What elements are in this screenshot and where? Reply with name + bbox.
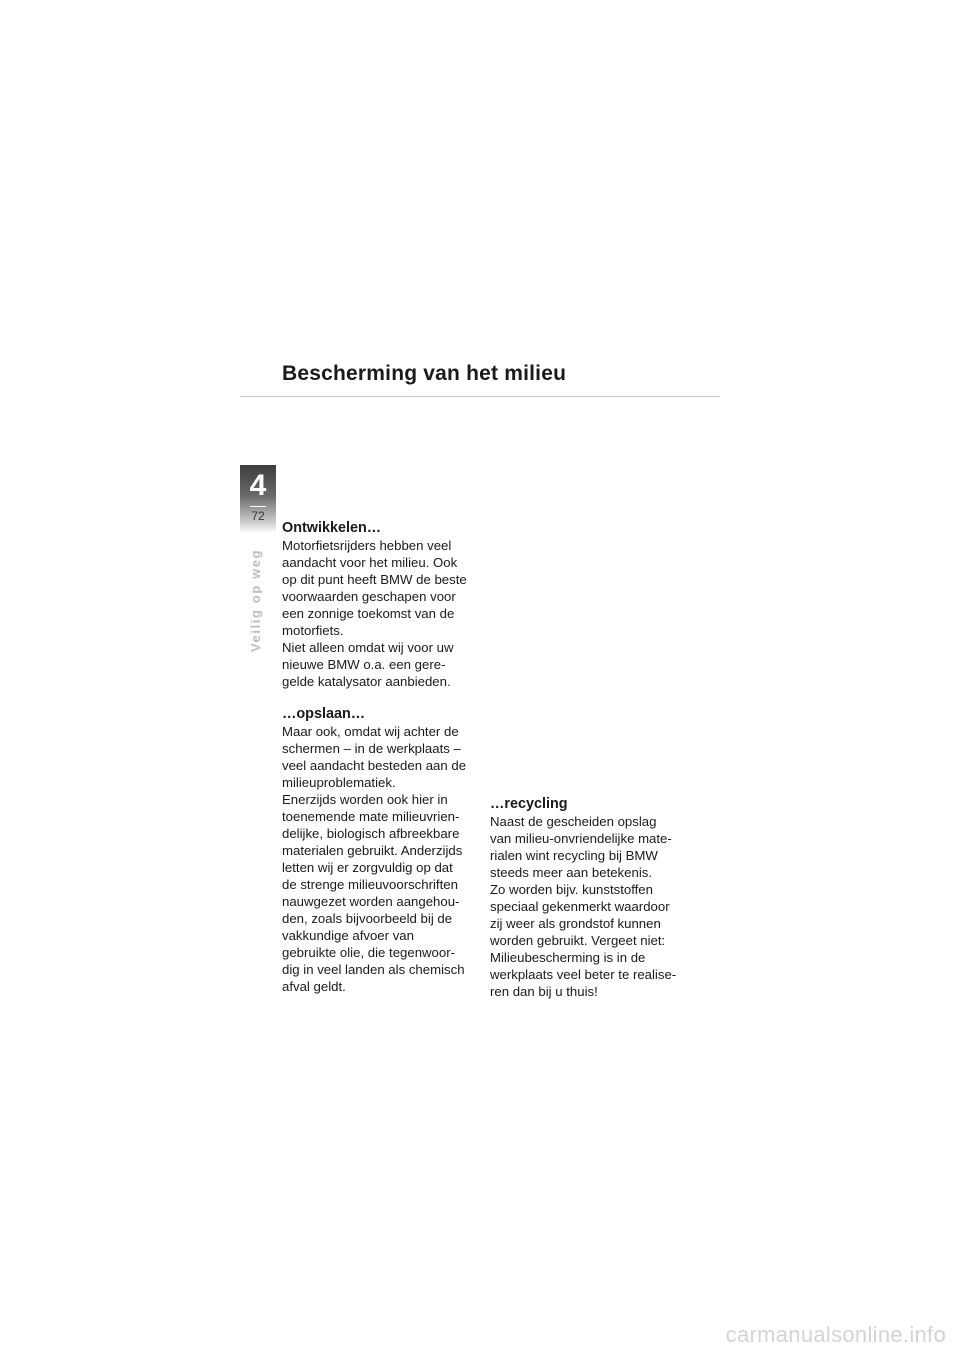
chapter-number: 4: [249, 469, 267, 502]
page-number: 72: [251, 509, 265, 523]
section-heading-recycling: …recycling: [490, 796, 568, 812]
section-heading-opslaan: …opslaan…: [282, 706, 366, 722]
section-paragraph: Enerzijds worden ook hier in toenemende mate milieuvrien- delijke, biologisch afbreekbare materialen gebruikt. Anderzijds letten wij er zorgvuldig op dat de strenge milieuvoorschriften nauwgezet worden aangehou- den, zoals bijvoorbeeld bij de vakkundige afvoer van gebruikte olie, die tegenwoor- dig in veel landen als chemisch afval geldt.: [282, 792, 465, 994]
chapter-tab: [240, 465, 276, 533]
text-column-right: [490, 796, 700, 1000]
section-heading-ontwikkelen: Ontwikkelen…: [282, 520, 382, 536]
section-paragraph: Maar ook, omdat wij achter de schermen – in de werkplaats – veel aandacht besteden aan de milieuproblematiek.: [282, 724, 467, 790]
chapter-side-label: Veilig op weg: [248, 548, 263, 652]
section-paragraph: Niet alleen omdat wij voor uw nieuwe BMW o.a. een gere- gelde katalysator aanbieden.: [282, 640, 454, 689]
title-divider: [240, 396, 720, 397]
page-title: Bescherming van het milieu: [282, 362, 567, 385]
section-paragraph: Naast de gescheiden opslag van milieu-onvriendelijke mate- rialen wint recycling bij BMW steeds meer aan betekenis.: [490, 814, 672, 880]
section-paragraph: Zo worden bijv. kunststoffen speciaal gekenmerkt waardoor zij weer als grondstof kunnen worden gebruikt. Vergeet niet: Milieubescherming is in de werkplaats veel beter te realise- ren dan bij u thuis!: [490, 882, 677, 999]
text-column-left: [282, 520, 482, 995]
section-paragraph: Motorfietsrijders hebben veel aandacht voor het milieu. Ook op dit punt heeft BMW de beste voorwaarden geschapen voor een zonnige toekomst van de motorfiets.: [282, 538, 467, 638]
chapter-divider: [250, 506, 266, 507]
footer-watermark: carmanualsonline.info: [725, 1322, 946, 1347]
